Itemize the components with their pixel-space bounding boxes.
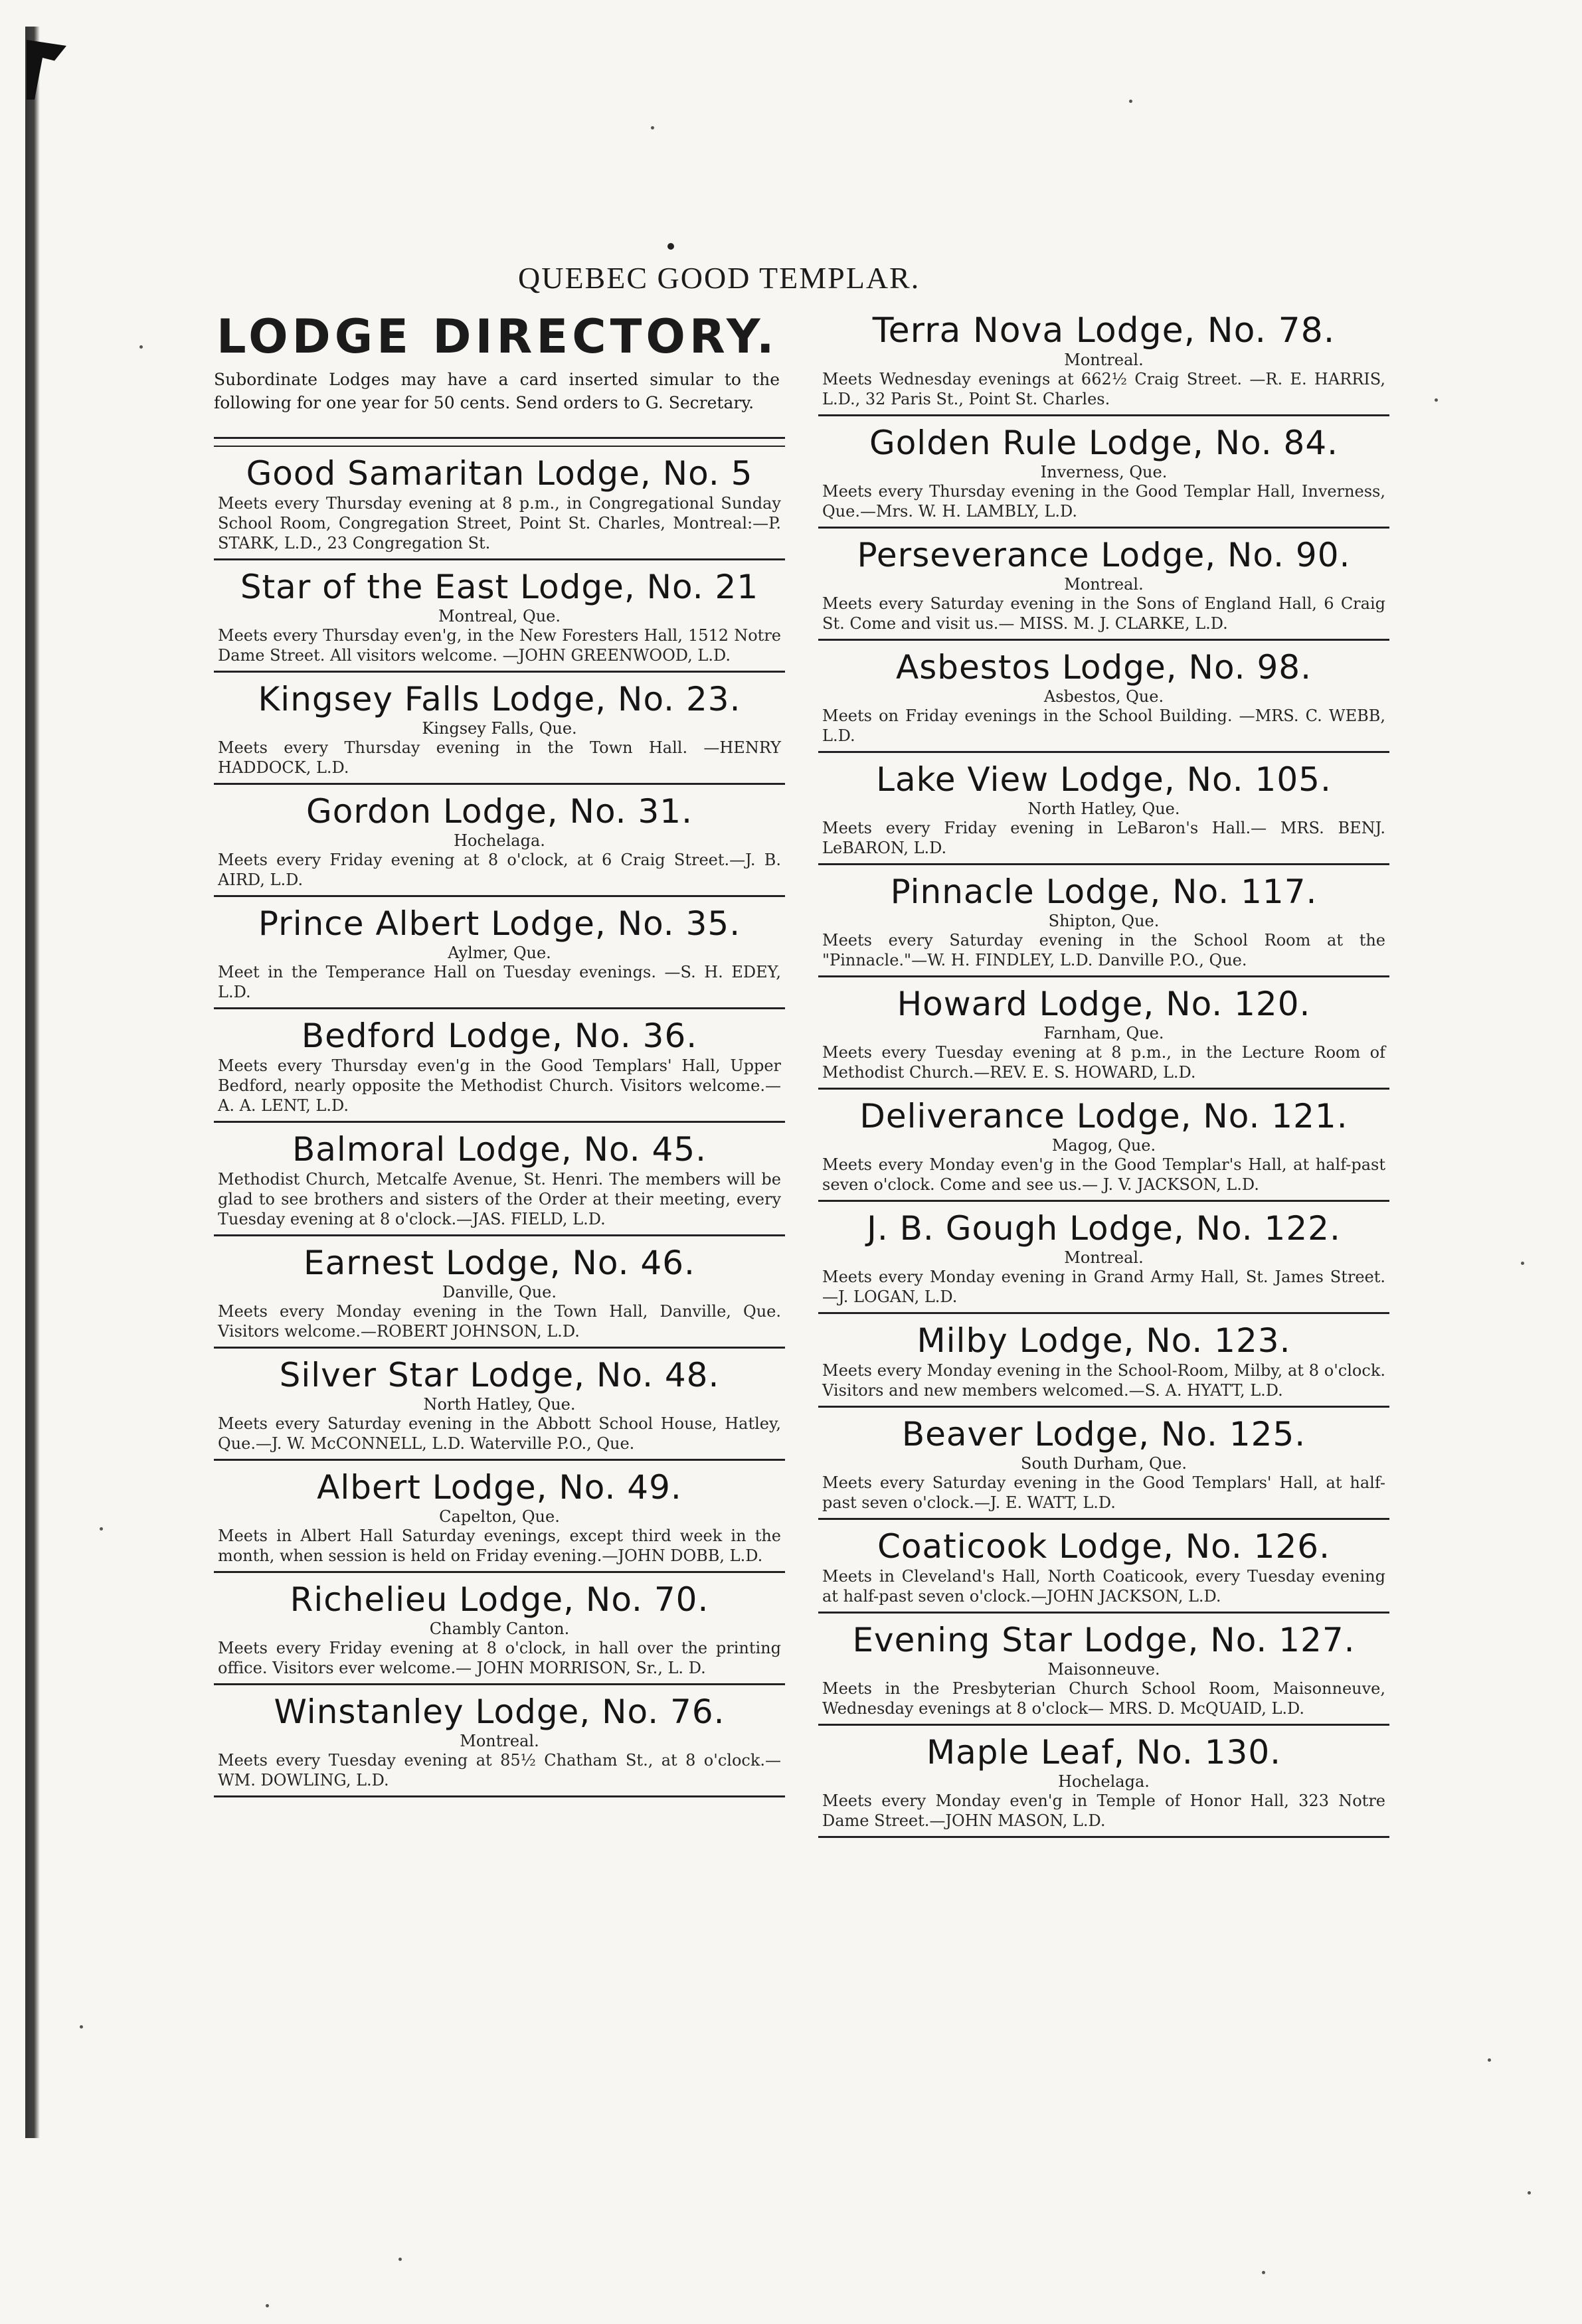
left-column [214, 311, 785, 1804]
lodge-name: Deliverance Lodge, No. 121. [859, 1097, 1348, 1135]
lodge-name: Gordon Lodge, No. 31. [306, 792, 693, 831]
scan-speck [100, 1527, 103, 1531]
lodge-name: Asbestos Lodge, No. 98. [896, 648, 1312, 687]
lodge-meeting-details: Meets every Thursday evening at 8 p.m., in Congregational Sunday School Room, Congregation Street, Point St. Charles, Montreal:—P. STARK, L.D., 23 Congregation St. [218, 494, 781, 552]
lodge-meeting-details: Meets every Monday even'g in the Good Templar's Hall, at half-past seven o'clock. Come and see us.— J. V. JACKSON, L.D. [822, 1155, 1385, 1194]
lodge-meeting-details: Meets every Saturday evening in the School Room at the "Pinnacle."—W. H. FINDLEY, L.D. Danville P.O., Que. [822, 931, 1385, 969]
lodge-entry [818, 647, 1389, 753]
lodge-meeting-details: Meets in Cleveland's Hall, North Coaticook, every Tuesday evening at half-past seven o'clock.—JOHN JACKSON, L.D. [822, 1567, 1385, 1606]
lodge-location: Hochelaga. [454, 831, 545, 850]
lodge-location: Montreal. [1064, 351, 1144, 369]
lodge-name: Richelieu Lodge, No. 70. [290, 1580, 709, 1619]
scan-speck [1129, 100, 1132, 103]
lodge-meeting-details: Meets every Saturday evening in the Abbott School House, Hatley, Que.—J. W. McCONNELL, L.D. Waterville P.O., Que. [218, 1414, 781, 1453]
lodge-entry [214, 1580, 785, 1685]
lodge-location: Montreal. [460, 1732, 539, 1750]
lodge-location: Aylmer, Que. [448, 944, 551, 962]
lodge-entry [818, 423, 1389, 529]
lodge-location: Capelton, Que. [439, 1507, 560, 1526]
lodge-location: North Hatley, Que. [1027, 799, 1180, 818]
lodge-location: Kingsey Falls, Que. [422, 719, 577, 738]
lodge-meeting-details: Meets every Friday evening at 8 o'clock, in hall over the printing office. Visitors ever welcome.— JOHN MORRISON, Sr., L. D. [218, 1639, 781, 1677]
lodge-meeting-details: Meets every Tuesday evening at 85½ Chatham St., at 8 o'clock.—WM. DOWLING, L.D. [218, 1751, 781, 1789]
directory-notice: Subordinate Lodges may have a card inserted simular to the following for one year for 50 cents. Send orders to G. Secretary. [214, 370, 780, 412]
lodge-name: Coaticook Lodge, No. 126. [877, 1527, 1330, 1566]
lodge-location: Farnham, Que. [1043, 1024, 1164, 1042]
left-entries [214, 454, 785, 1797]
scan-speck [398, 2258, 402, 2261]
lodge-meeting-details: Meets every Friday evening in LeBaron's Hall.— MRS. BENJ. LeBARON, L.D. [822, 819, 1385, 857]
lodge-meeting-details: Meets every Saturday evening in the Sons of England Hall, 6 Craig St. Come and visit us.— MISS. M. J. CLARKE, L.D. [822, 594, 1385, 633]
binding-mark [27, 40, 66, 100]
lodge-meeting-details: Meets every Thursday evening in the Good Templar Hall, Inverness, Que.—Mrs. W. H. LAMBLY, L.D. [822, 482, 1385, 521]
lodge-entry [214, 1243, 785, 1349]
lodge-entry [214, 567, 785, 673]
lodge-entry [818, 872, 1389, 977]
lodge-meeting-details: Methodist Church, Metcalfe Avenue, St. Henri. The members will be glad to see brothers and sisters of the Order at their meeting, every Tuesday evening at 8 o'clock.—JAS. FIELD, L.D. [218, 1170, 781, 1228]
lodge-name: Kingsey Falls Lodge, No. 23. [258, 680, 741, 718]
lodge-name: Star of the East Lodge, No. 21 [240, 568, 759, 606]
lodge-location: Montreal, Que. [438, 607, 561, 625]
lodge-name: Pinnacle Lodge, No. 117. [890, 872, 1318, 911]
lodge-entry [214, 1692, 785, 1797]
lodge-meeting-details: Meets on Friday evenings in the School Building. —MRS. C. WEBB, L.D. [822, 706, 1385, 745]
lodge-entry [818, 535, 1389, 641]
directory-title: LODGE DIRECTORY. [217, 309, 778, 364]
scan-speck [1262, 2271, 1265, 2274]
lodge-name: Golden Rule Lodge, No. 84. [869, 424, 1339, 462]
lodge-entry [214, 1016, 785, 1123]
lodge-entry [818, 1096, 1389, 1202]
lodge-location: North Hatley, Que. [423, 1395, 576, 1414]
lodge-name: Winstanley Lodge, No. 76. [274, 1693, 725, 1731]
lodge-meeting-details: Meets in the Presbyterian Church School Room, Maisonneuve, Wednesday evenings at 8 o'clock— MRS. D. McQUAID, L.D. [822, 1679, 1385, 1718]
lodge-location: Chambly Canton. [429, 1619, 570, 1638]
scan-speck [1488, 2058, 1491, 2062]
scan-speck [80, 2025, 83, 2029]
lodge-name: Beaver Lodge, No. 125. [901, 1415, 1306, 1453]
lodge-location: Montreal. [1064, 575, 1144, 594]
lodge-meeting-details: Meets every Thursday even'g in the Good Templars' Hall, Upper Bedford, nearly opposite the Methodist Church. Visitors welcome.—A. A. LENT, L.D. [218, 1056, 781, 1115]
right-column [818, 311, 1389, 1845]
lodge-entry [214, 791, 785, 897]
lodge-entry [214, 904, 785, 1009]
lodge-name: Maple Leaf, No. 130. [926, 1733, 1282, 1772]
lodge-entry [818, 1208, 1389, 1314]
lodge-name: Silver Star Lodge, No. 48. [279, 1356, 720, 1394]
scan-speck [1528, 2191, 1531, 2195]
lodge-meeting-details: Meets every Thursday even'g, in the New Foresters Hall, 1512 Notre Dame Street. All visitors welcome. —JOHN GREENWOOD, L.D. [218, 626, 781, 665]
scan-speck [1435, 398, 1438, 402]
lodge-meeting-details: Meets every Monday evening in the Town Hall, Danville, Que. Visitors welcome.—ROBERT JOHNSON, L.D. [218, 1302, 781, 1341]
lodge-location: Hochelaga. [1058, 1772, 1150, 1791]
lodge-entry [214, 1355, 785, 1461]
lodge-name: J. B. Gough Lodge, No. 122. [867, 1209, 1341, 1248]
lodge-meeting-details: Meets every Tuesday evening at 8 p.m., in the Lecture Room of Methodist Church.—REV. E. S. HOWARD, L.D. [822, 1043, 1385, 1082]
lodge-meeting-details: Meets every Monday evening in Grand Army Hall, St. James Street.—J. LOGAN, L.D. [822, 1268, 1385, 1306]
lodge-name: Albert Lodge, No. 49. [317, 1468, 682, 1507]
lodge-name: Earnest Lodge, No. 46. [304, 1244, 695, 1282]
scan-speck [266, 2304, 269, 2307]
ink-dot [667, 243, 674, 250]
lodge-entry [214, 1467, 785, 1573]
lodge-meeting-details: Meets every Monday evening in the School-Room, Milby, at 8 o'clock. Visitors and new members welcomed.—S. A. HYATT, L.D. [822, 1361, 1385, 1400]
lodge-location: Maisonneuve. [1047, 1660, 1160, 1679]
lodge-entry [818, 984, 1389, 1090]
lodge-entry [818, 760, 1389, 865]
lodge-location: Magog, Que. [1051, 1136, 1156, 1155]
lodge-name: Bedford Lodge, No. 36. [301, 1017, 698, 1055]
lodge-entry [818, 1527, 1389, 1614]
running-head: QUEBEC GOOD TEMPLAR. [518, 261, 921, 295]
scan-speck [1521, 1262, 1524, 1265]
lodge-location: Danville, Que. [442, 1283, 557, 1301]
lodge-entry [818, 1620, 1389, 1726]
lodge-entry [818, 1414, 1389, 1520]
binding-shadow [25, 27, 40, 2138]
lodge-meeting-details: Meets every Friday evening at 8 o'clock, at 6 Craig Street.—J. B. AIRD, L.D. [218, 851, 781, 889]
lodge-location: Asbestos, Que. [1043, 687, 1164, 706]
lodge-location: Shipton, Que. [1048, 912, 1160, 930]
lodge-name: Terra Nova Lodge, No. 78. [872, 311, 1336, 351]
lodge-name: Balmoral Lodge, No. 45. [292, 1130, 707, 1169]
lodge-name: Howard Lodge, No. 120. [897, 985, 1311, 1023]
lodge-name: Perseverance Lodge, No. 90. [857, 536, 1351, 574]
lodge-meeting-details: Meet in the Temperance Hall on Tuesday evenings. —S. H. EDEY, L.D. [218, 963, 781, 1001]
lodge-meeting-details: Meets Wednesday evenings at 662½ Craig Street. —R. E. HARRIS, L.D., 32 Paris St., Point St. Charles. [822, 370, 1385, 408]
lodge-name: Milby Lodge, No. 123. [917, 1321, 1291, 1360]
lodge-entry [214, 1129, 785, 1236]
lodge-entry [214, 679, 785, 785]
lodge-name: Evening Star Lodge, No. 127. [852, 1621, 1356, 1659]
scan-speck [139, 345, 143, 349]
lodge-location: Montreal. [1064, 1248, 1144, 1267]
right-entries [818, 311, 1389, 1838]
scan-speck [651, 126, 654, 129]
lodge-meeting-details: Meets every Monday even'g in Temple of Honor Hall, 323 Notre Dame Street.—JOHN MASON, L.D. [822, 1791, 1385, 1830]
lodge-location: Inverness, Que. [1040, 463, 1168, 481]
lodge-entry [818, 1321, 1389, 1408]
lodge-entry [818, 1732, 1389, 1838]
lodge-entry [818, 311, 1389, 416]
lodge-meeting-details: Meets every Saturday evening in the Good Templars' Hall, at half-past seven o'clock.—J. E. WATT, L.D. [822, 1473, 1385, 1512]
lodge-name: Good Samaritan Lodge, No. 5 [246, 454, 753, 493]
lodge-location: South Durham, Que. [1021, 1454, 1187, 1473]
lodge-entry [214, 454, 785, 560]
lodge-meeting-details: Meets in Albert Hall Saturday evenings, except third week in the month, when session is held on Friday evening.—JOHN DOBB, L.D. [218, 1527, 781, 1565]
lodge-name: Lake View Lodge, No. 105. [876, 760, 1332, 799]
double-rule [214, 437, 785, 447]
lodge-name: Prince Albert Lodge, No. 35. [258, 904, 741, 943]
lodge-meeting-details: Meets every Thursday evening in the Town Hall. —HENRY HADDOCK, L.D. [218, 738, 781, 777]
